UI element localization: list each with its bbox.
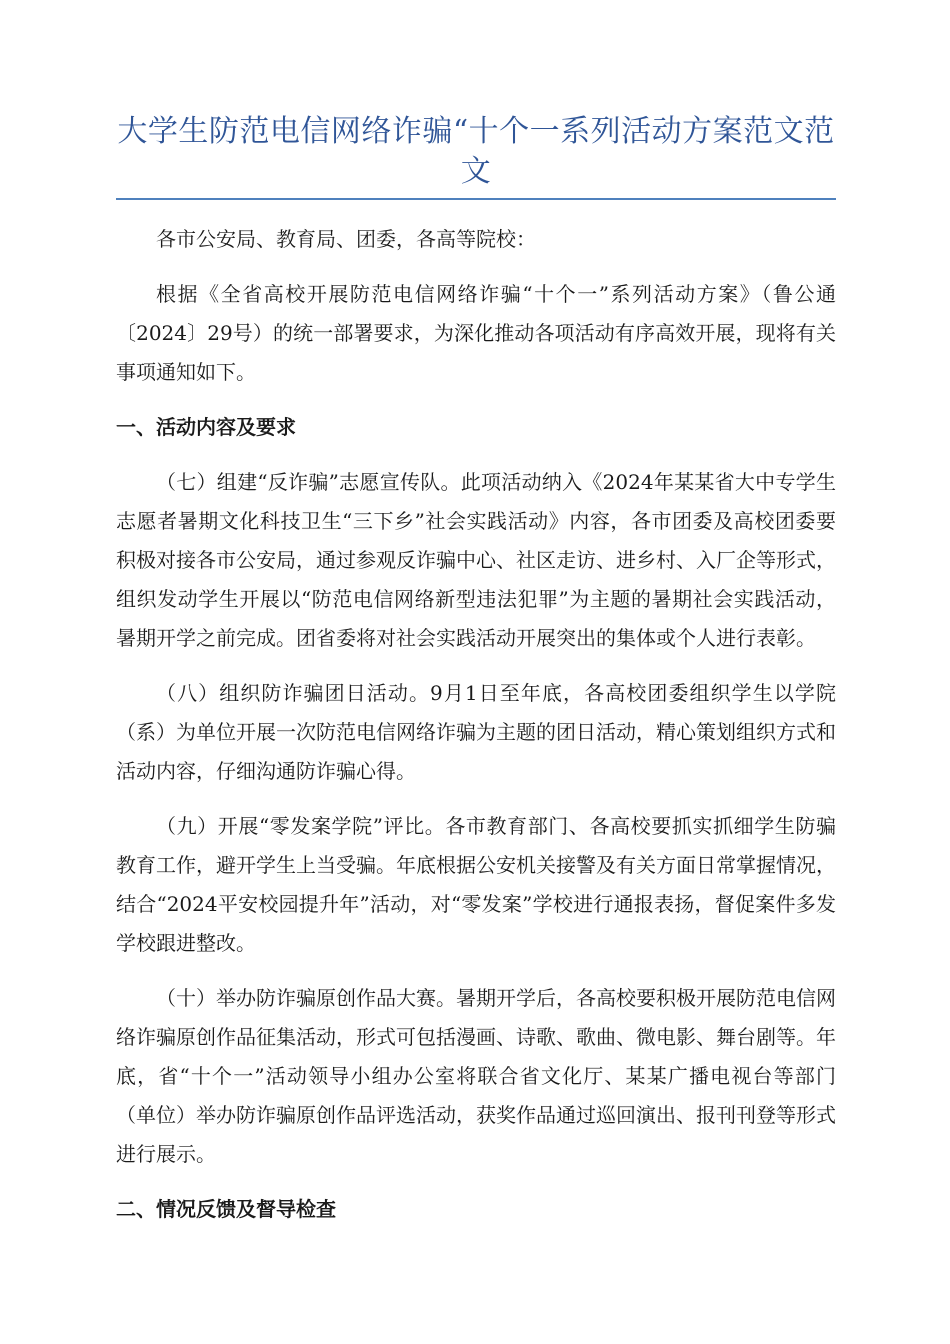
item-7-paragraph: （七）组建“反诈骗”志愿宣传队。此项活动纳入《2024年某某省大中专学生志愿者暑期文化科技卫生“三下乡”社会实践活动》内容，各市团委及高校团委要积极对接各市公安局，通过参观反诈骗中心、社区走访、进乡村、入厂企等形式，组织发动学生开展以“防范电信网络新型违法犯罪”为主题的暑期社会实践活动，暑期开学之前完成。团省委将对社会实践活动开展突出的集体或个人进行表彰。 [116, 470, 836, 650]
item-8-paragraph: （八）组织防诈骗团日活动。9月1日至年底，各高校团委组织学生以学院（系）为单位开展一次防范电信网络诈骗为主题的团日活动，精心策划组织方式和活动内容，仔细沟通防诈骗心得。 [116, 681, 836, 783]
salutation: 各市公安局、教育局、团委，各高等院校： [156, 227, 536, 251]
item-9-paragraph: （九）开展“零发案学院”评比。各市教育部门、各高校要抓实抓细学生防骗教育工作，避开学生上当受骗。年底根据公安机关接警及有关方面日常掌握情况，结合“2024平安校园提升年”活动，对“零发案”学校进行通报表扬，督促案件多发学校跟进整改。 [116, 814, 836, 955]
section-heading-2: 二、情况反馈及督导检查 [116, 1197, 336, 1221]
item-10-paragraph: （十）举办防诈骗原创作品大赛。暑期开学后，各高校要积极开展防范电信网络诈骗原创作品征集活动，形式可包括漫画、诗歌、歌曲、微电影、舞台剧等。年底，省“十个一”活动领导小组办公室将联合省文化厅、某某广播电视台等部门（单位）举办防诈骗原创作品评选活动，获奖作品通过巡回演出、报刊刊登等形式进行展示。 [116, 986, 836, 1166]
title-divider [116, 198, 836, 200]
section-heading-1: 一、活动内容及要求 [116, 415, 296, 439]
document-title: 大学生防范电信网络诈骗“十个一系列活动方案范文范文 [117, 114, 835, 189]
document-page [116, 112, 836, 1229]
intro-paragraph: 根据《全省高校开展防范电信网络诈骗“十个一”系列活动方案》（鲁公通〔2024〕29号）的统一部署要求，为深化推动各项活动有序高效开展，现将有关事项通知如下。 [116, 282, 836, 384]
